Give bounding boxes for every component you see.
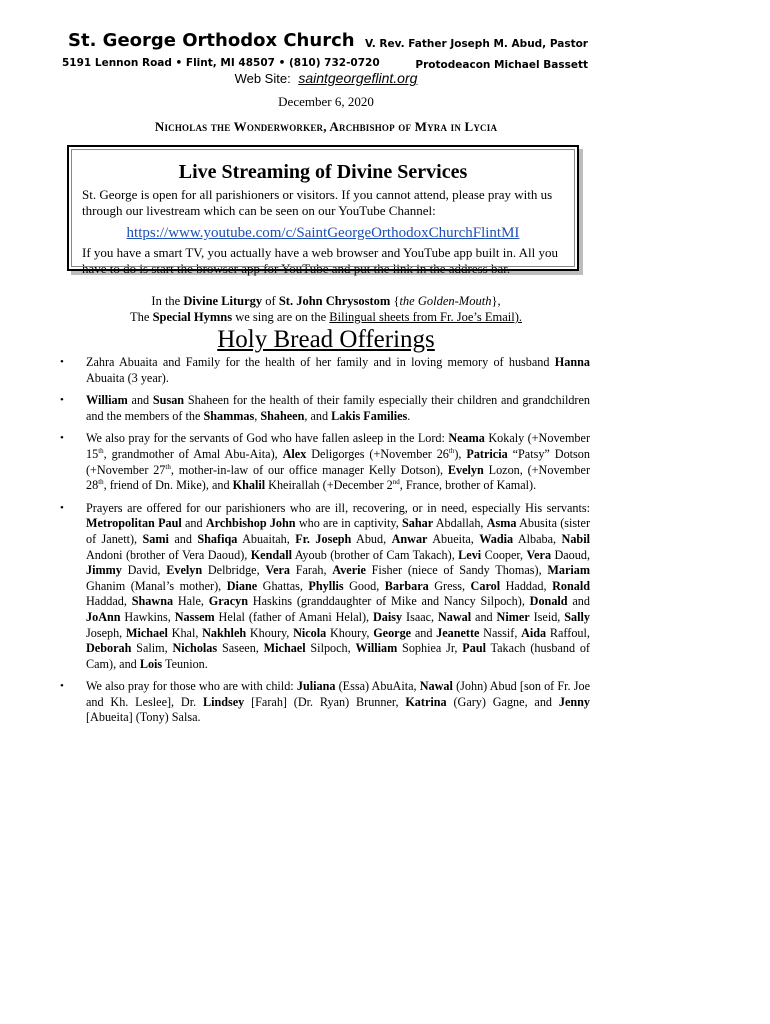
bullet-icon: • (60, 501, 64, 514)
list-item: • Zahra Abuaita and Family for the health of her family and in loving memory of husband Hanna Abuaita (3 year). (60, 355, 590, 385)
livestream-intro: St. George is open for all parishioners or visitors. If you cannot attend, please pray with us through our livestream which can be seen on our YouTube Channel: (82, 187, 553, 218)
livestream-title: Live Streaming of Divine Services (178, 161, 468, 183)
pastor-name: V. Rev. Father Joseph M. Abud, Pastor (364, 38, 588, 50)
clergy-header (365, 38, 588, 71)
bulletin-date: December 6, 2020 (278, 94, 374, 109)
bullet-icon: • (60, 356, 64, 368)
livestream-box (67, 145, 579, 276)
website-link[interactable]: saintgeorgeflint.org (298, 70, 418, 86)
liturgy-line-2: The Special Hymns we sing are on the Bilingual sheets from Fr. Joe’s Email). (130, 310, 522, 324)
bilingual-sheets-link[interactable]: Bilingual sheets from Fr. Joe’s Email). (329, 310, 522, 324)
list-item: • We also pray for the servants of God who have fallen asleep in the Lord: Neama Kokaly (+November 15th, grandmother of Amal Abu-Aita), Alex Deligorges (+November 26th), Patricia “Patsy” Dotson (+November 27th, mother-in-law of our office manager Kelly Dotson), Evelyn Lozon, (+November 28th, friend of Dn. Mike), and Khalil Kheirallah (+December 2nd, France, brother of Kamal). (60, 431, 590, 493)
list-item: • We also pray for those who are with child: Juliana (Essa) AbuAita, Nawal (John) Abud [son of Fr. Joe and Kh. Leslee], Dr. Lindsey [Farah] (Dr. Ryan) Brunner, Katrina (Gary) Gagne, and Jenny [Abueita] (Tony) Salsa. (60, 679, 590, 725)
website-line (0, 70, 652, 86)
livestream-tv-note: If you have a smart TV, you actually have a web browser and YouTube app built in. All you have to do is start the browser app for YouTube and put the link in the address bar. (82, 245, 558, 276)
deacon-name: Protodeacon Michael Bassett (415, 59, 588, 71)
liturgy-line-1: In the Divine Liturgy of St. John Chrysostom {the Golden-Mouth}, (151, 294, 501, 308)
feast-title: Nicholas the Wonderworker, Archbishop of Myra in Lycia (154, 119, 498, 134)
website-label: Web Site: (234, 71, 291, 86)
church-header (62, 30, 380, 69)
youtube-link[interactable]: https://www.youtube.com/c/SaintGeorgeOrthodoxChurchFlintMI (126, 225, 520, 241)
church-address: 5191 Lennon Road • Flint, MI 48507 • (810) 732-0720 (62, 57, 380, 69)
bullet-icon: • (60, 394, 64, 407)
liturgy-note (0, 293, 652, 325)
offerings-list (55, 355, 590, 733)
bullet-icon: • (60, 680, 64, 693)
list-item: • William and Susan Shaheen for the health of their family especially their children and grandchildren and the members of the Shammas, Shaheen, and Lakis Families. (60, 393, 590, 423)
holy-bread-title: Holy Bread Offerings (217, 326, 435, 353)
list-item: • Prayers are offered for our parishioners who are ill, recovering, or in need, especially His servants: Metropolitan Paul and Archbishop John who are in captivity, Sahar Abdallah, Asma Abusita (sister of Janett), Sami and Shafiqa Abuaitah, Fr. Joseph Abud, Anwar Abueita, Wadia Albaba, Nabil Andoni (brother of Vera Daoud), Kendall Ayoub (brother of Cam Takach), Levi Cooper, Vera Daoud, Jimmy David, Evelyn Delbridge, Vera Farah, Averie Fisher (niece of Sandy Thomas), Mariam Ghanim (Manal’s mother), Diane Ghattas, Phyllis Good, Barbara Gress, Carol Haddad, Ronald Haddad, Shawna Hale, Gracyn Haskins (granddaughter of Mike and Nancy Silpoch), Donald and JoAnn Hawkins, Nassem Helal (father of Amani Helal), Daisy Isaac, Nawal and Nimer Iseid, Sally Joseph, Michael Khal, Nakhleh Khoury, Nicola Khoury, George and Jeanette Nassif, Aida Raffoul, Deborah Salim, Nicholas Saseen, Michael Silpoch, William Sophiea Jr, Paul Takach (husband of Cam), and Lois Teunion. (60, 500, 591, 671)
church-name: St. George Orthodox Church (68, 30, 355, 51)
bullet-icon: • (60, 432, 64, 445)
